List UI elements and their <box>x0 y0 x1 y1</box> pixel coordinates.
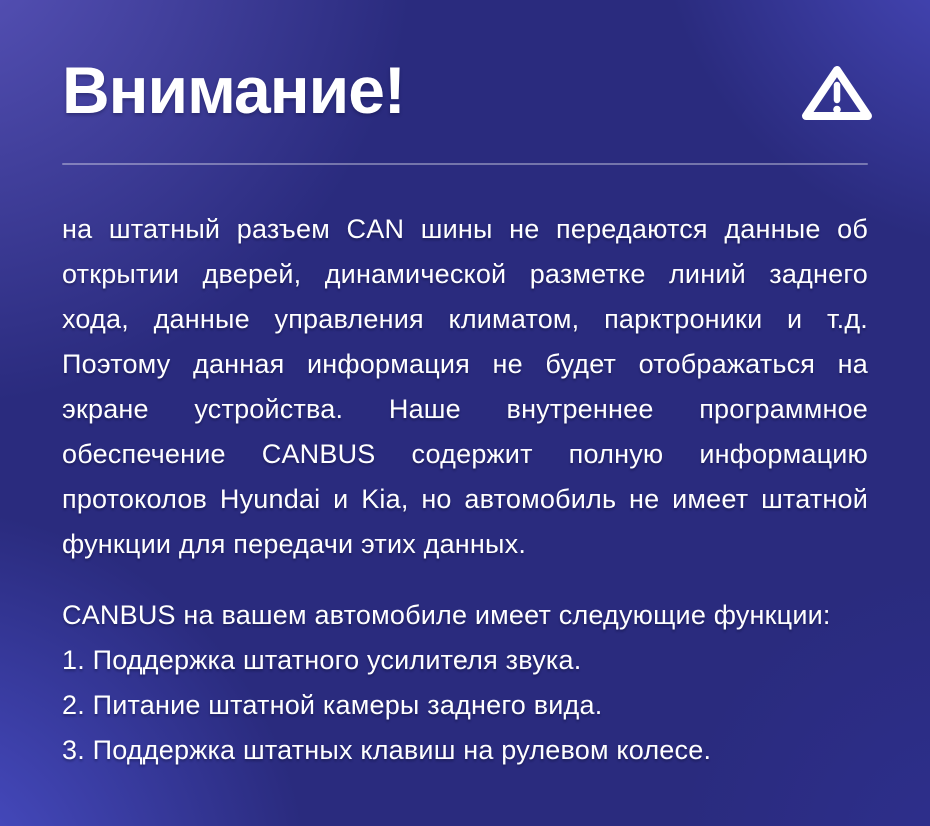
header <box>62 0 868 125</box>
list-item: 3. Поддержка штатных клавиш на рулевом колесе. <box>62 735 712 766</box>
canbus-intro: CANBUS на вашем автомобиле имеет следующие функции: <box>62 600 831 631</box>
paragraph-line: протоколов Hyundai и Kia, но автомобиль не имеет штатной <box>62 484 868 515</box>
paragraph-line: обеспечение CANBUS содержит полную информацию <box>62 439 868 470</box>
paragraph-line: экране устройства. Наше внутреннее программное <box>62 394 868 425</box>
paragraph-line: хода, данные управления климатом, парктроники и т.д. <box>62 304 868 335</box>
paragraph-line: на штатный разъем CAN шины не передаются данные об <box>62 214 868 245</box>
paragraph-line: функции для передачи этих данных. <box>62 529 527 560</box>
paragraph-line: Поэтому данная информация не будет отображаться на <box>62 349 868 380</box>
warning-triangle-icon <box>798 62 876 124</box>
warning-paragraph <box>62 207 868 567</box>
page-title: Внимание! <box>62 53 405 127</box>
paragraph-line: открытии дверей, динамической разметке линий заднего <box>62 259 868 290</box>
canbus-functions-section <box>62 593 868 773</box>
list-item: 2. Питание штатной камеры заднего вида. <box>62 690 603 721</box>
list-item: 1. Поддержка штатного усилителя звука. <box>62 645 582 676</box>
divider <box>62 163 868 165</box>
